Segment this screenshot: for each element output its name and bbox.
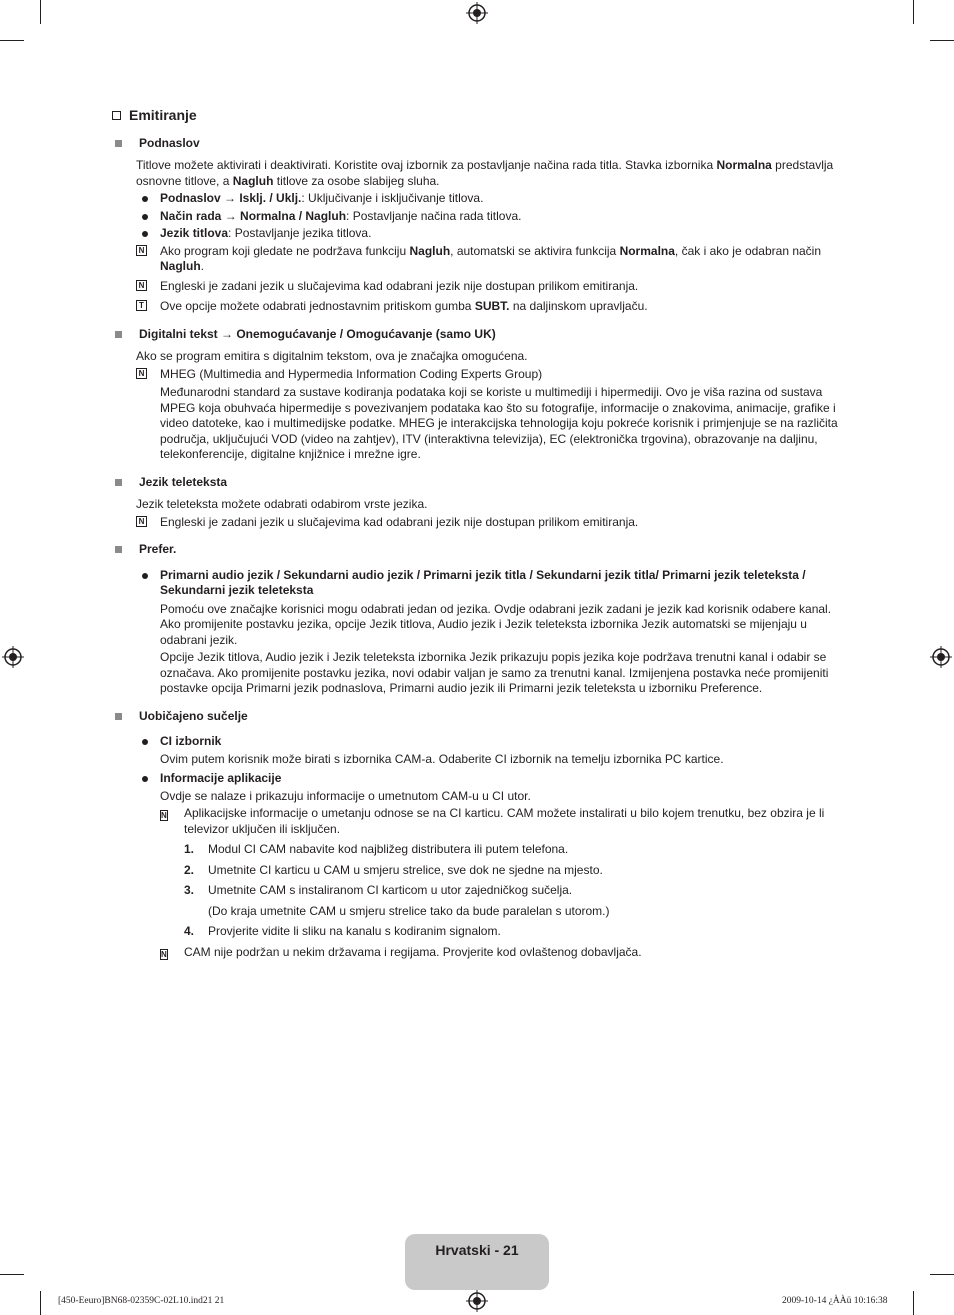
subsection-heading bbox=[112, 709, 847, 725]
paragraph: Opcije Jezik titlova, Audio jezik i Jezik teleteksta izbornika Jezik prikazuju popis jezika koje podržava trenutni kanal i odabir se označava. Ako promijenite postavku jezika, novi odabir valjan je samo za trenutni kanal. Izmijenjena postavka neće promijeniti postavke opcija Primarni jezik podnaslova, Primarni audio jezik ili Primarni jezik teleteksta u izborniku Preference. bbox=[160, 650, 829, 695]
step-number: 4. bbox=[184, 924, 195, 938]
step-item bbox=[184, 924, 847, 940]
bullet-dot-icon bbox=[142, 214, 148, 220]
paragraph bbox=[136, 158, 847, 189]
step-number: 1. bbox=[184, 842, 195, 856]
registration-mark-icon bbox=[466, 2, 488, 24]
square-bullet-icon bbox=[115, 331, 122, 338]
subsection-title: Digitalni tekst → Onemogućavanje / Omogućavanje (samo UK) bbox=[139, 326, 496, 341]
crop-mark bbox=[40, 1291, 41, 1315]
step-item bbox=[184, 842, 847, 858]
text: : Postavljanje načina rada titlova. bbox=[346, 208, 522, 223]
text-bold: Nagluh bbox=[160, 259, 201, 273]
step-number: 3. bbox=[184, 883, 195, 897]
step-item bbox=[184, 863, 847, 879]
text-bold: SUBT. bbox=[474, 299, 510, 313]
text: Ako program koji gledate ne podržava funkciju bbox=[160, 243, 410, 258]
text: Aplikacijske informacije o umetanju odnose se na CI karticu. CAM možete instalirati u bilo kojem trenutku, bez obzira je li televizor uključen ili isključen. bbox=[184, 806, 825, 836]
text-bold: Informacije aplikacije bbox=[160, 771, 282, 785]
crop-mark bbox=[913, 0, 914, 24]
note-item bbox=[160, 945, 847, 962]
text-bold: Normalna bbox=[619, 243, 675, 258]
crop-mark bbox=[913, 1291, 914, 1315]
text: Engleski je zadani jezik u slučajevima kad odabrani jezik nije dostupan prilikom emitiranja. bbox=[160, 514, 639, 529]
bullet-item bbox=[136, 226, 847, 242]
step-text: Umetnite CI karticu u CAM u smjeru strelice, sve dok ne sjedne na mjesto. bbox=[208, 862, 603, 877]
step-item bbox=[184, 904, 847, 920]
square-bullet-icon bbox=[115, 546, 122, 553]
subsection-title: Jezik teleteksta bbox=[139, 474, 228, 489]
subsection-title: Podnaslov bbox=[139, 135, 200, 150]
note-icon: N bbox=[161, 949, 167, 959]
subsection-heading bbox=[112, 542, 847, 558]
page-number: Hrvatski - 21 bbox=[435, 1242, 519, 1258]
text: na daljinskom upravljaču. bbox=[509, 299, 648, 313]
bullet-dot-icon bbox=[142, 739, 148, 745]
text-bold: Podnaslov → Isklj. / Uklj. bbox=[160, 191, 302, 205]
note-icon: N bbox=[161, 811, 167, 820]
bullet-item bbox=[136, 734, 847, 750]
text-bold: Način rada → Normalna / Nagluh bbox=[160, 208, 347, 223]
text-bold: Nagluh bbox=[409, 243, 451, 258]
step-item bbox=[184, 883, 847, 899]
section-heading bbox=[112, 108, 847, 124]
subsection-heading bbox=[112, 136, 847, 152]
paragraph: Ako se program emitira s digitalnim tekstom, ova je značajka omogućena. bbox=[136, 349, 528, 363]
text: , automatski se aktivira funkcija bbox=[450, 243, 620, 258]
note-icon: N bbox=[136, 516, 147, 527]
remote-note-item bbox=[136, 299, 847, 315]
note-item bbox=[136, 515, 847, 531]
note-item bbox=[136, 244, 847, 275]
square-bullet-icon bbox=[115, 713, 122, 720]
crop-mark bbox=[930, 1274, 954, 1275]
bullet-item bbox=[136, 771, 847, 787]
text: Ove opcije možete odabrati jednostavnim pritiskom gumba bbox=[160, 299, 475, 313]
note-icon: N bbox=[136, 368, 147, 379]
crop-mark bbox=[930, 40, 954, 41]
subsection-heading bbox=[112, 475, 847, 491]
registration-mark-icon bbox=[930, 646, 952, 668]
paragraph: Međunarodni standard za sustave kodiranja podataka koji se koriste u multimediji i hipermediji. Ovo je viša razina od sustava MPEG koja obuhvaća hipermedije s povezivanjem podataka kao što su fotografije, informacije o znakovima, animacije, grafike i video datoteke, kao i multimedijske podatke. MHEG je interakcijska tehnologija koju pokreće korisnik i primjenjuje se na različita područja, uključujući VOD (video na zahtjev), ITV (interaktivna televizija), EC (elektronička trgovina), obrazovanje na daljinu, telekonferencije, digitalne knjižnice i mrežne igre. bbox=[160, 385, 838, 461]
note-icon: N bbox=[136, 280, 147, 291]
remote-icon: T bbox=[136, 300, 147, 311]
text: predstavlja osnovne titlove, a bbox=[136, 158, 834, 188]
crop-mark bbox=[40, 0, 41, 24]
subsection-heading bbox=[112, 327, 847, 343]
text-bold: Jezik titlova bbox=[160, 226, 229, 240]
square-bullet-icon bbox=[115, 140, 122, 147]
registration-mark-icon bbox=[466, 1290, 488, 1312]
manual-content bbox=[112, 108, 847, 963]
crop-mark bbox=[0, 1274, 24, 1275]
text: Engleski je zadani jezik u slučajevima kad odabrani jezik nije dostupan prilikom emitiranja. bbox=[160, 278, 639, 293]
text-bold: Nagluh bbox=[232, 173, 274, 188]
bullet-item bbox=[136, 191, 847, 207]
note-item bbox=[160, 806, 847, 837]
crop-mark bbox=[0, 40, 24, 41]
section-title: Emitiranje bbox=[129, 107, 197, 123]
text-bold: Normalna bbox=[716, 158, 772, 172]
subsection-title: Uobičajeno sučelje bbox=[139, 708, 248, 723]
text: , čak i ako je odabran način bbox=[674, 243, 822, 258]
checkbox-square-icon bbox=[112, 111, 121, 120]
step-number: 2. bbox=[184, 862, 195, 877]
registration-mark-icon bbox=[2, 646, 24, 668]
footer-timestamp: 2009-10-14 ¿ÀÀü 10:16:38 bbox=[782, 1296, 888, 1306]
paragraph: Jezik teleteksta možete odabrati odabirom vrste jezika. bbox=[136, 497, 428, 511]
text-bold: CI izbornik bbox=[160, 734, 222, 748]
bullet-dot-icon bbox=[142, 196, 148, 202]
bullet-dot-icon bbox=[142, 573, 148, 579]
subsection-title: Prefer. bbox=[139, 542, 177, 556]
note-item bbox=[136, 279, 847, 295]
note-item bbox=[136, 367, 847, 383]
text: MHEG (Multimedia and Hypermedia Information Coding Experts Group) bbox=[160, 366, 543, 381]
bullet-dot-icon bbox=[142, 231, 148, 237]
note-icon: N bbox=[136, 245, 147, 256]
text: Titlove možete aktivirati i deaktivirati. Koristite ovaj izbornik za postavljanje načina rada titla. Stavka izbornika bbox=[136, 158, 717, 172]
bullet-item bbox=[136, 209, 847, 225]
paragraph: Ovim putem korisnik može birati s izbornika CAM-a. Odaberite CI izbornik na temelju izbornika PC kartice. bbox=[160, 751, 724, 766]
step-text: Umetnite CAM s instaliranom CI karticom u utor zajedničkog sučelja. bbox=[208, 883, 573, 897]
step-text: Modul CI CAM nabavite kod najbližeg distributera ili putem telefona. bbox=[208, 842, 569, 856]
text: . bbox=[200, 259, 205, 273]
footer-file-info: [450-Eeuro]BN68-02359C-02L10.ind21 21 bbox=[58, 1296, 225, 1306]
text: : Postavljanje jezika titlova. bbox=[228, 226, 372, 240]
text: titlove za osobe slabijeg sluha. bbox=[273, 173, 440, 188]
bullet-item bbox=[136, 568, 847, 599]
step-text: Provjerite vidite li sliku na kanalu s kodiranim signalom. bbox=[208, 924, 501, 938]
step-number bbox=[184, 904, 208, 920]
text-bold: Primarni audio jezik / Sekundarni audio jezik / Primarni jezik titla / Sekundarni jezik titla/ Primarni jezik teleteksta / Sekundarni jezik teleteksta bbox=[160, 567, 806, 597]
square-bullet-icon bbox=[115, 479, 122, 486]
step-text: (Do kraja umetnite CAM u smjeru strelice tako da bude paralelan s utorom.) bbox=[208, 903, 610, 918]
paragraph: Pomoću ove značajke korisnici mogu odabrati jedan od jezika. Ovdje odabrani jezik zadani je jezik kad korisnik odabere kanal. Ako promijenite postavku jezika, opcije Jezik titlova, Audio jezik i Jezik teleteksta izbornika Jezik automatski se mijenjaju u odabrani jezik. bbox=[160, 601, 832, 647]
paragraph: Ovdje se nalaze i prikazuju informacije o umetnutom CAM-u u CI utor. bbox=[160, 788, 531, 803]
text: CAM nije podržan u nekim državama i regijama. Provjerite kod ovlaštenog dobavljača. bbox=[184, 944, 642, 959]
bullet-dot-icon bbox=[142, 776, 148, 782]
text: : Uključivanje i isključivanje titlova. bbox=[301, 191, 484, 205]
